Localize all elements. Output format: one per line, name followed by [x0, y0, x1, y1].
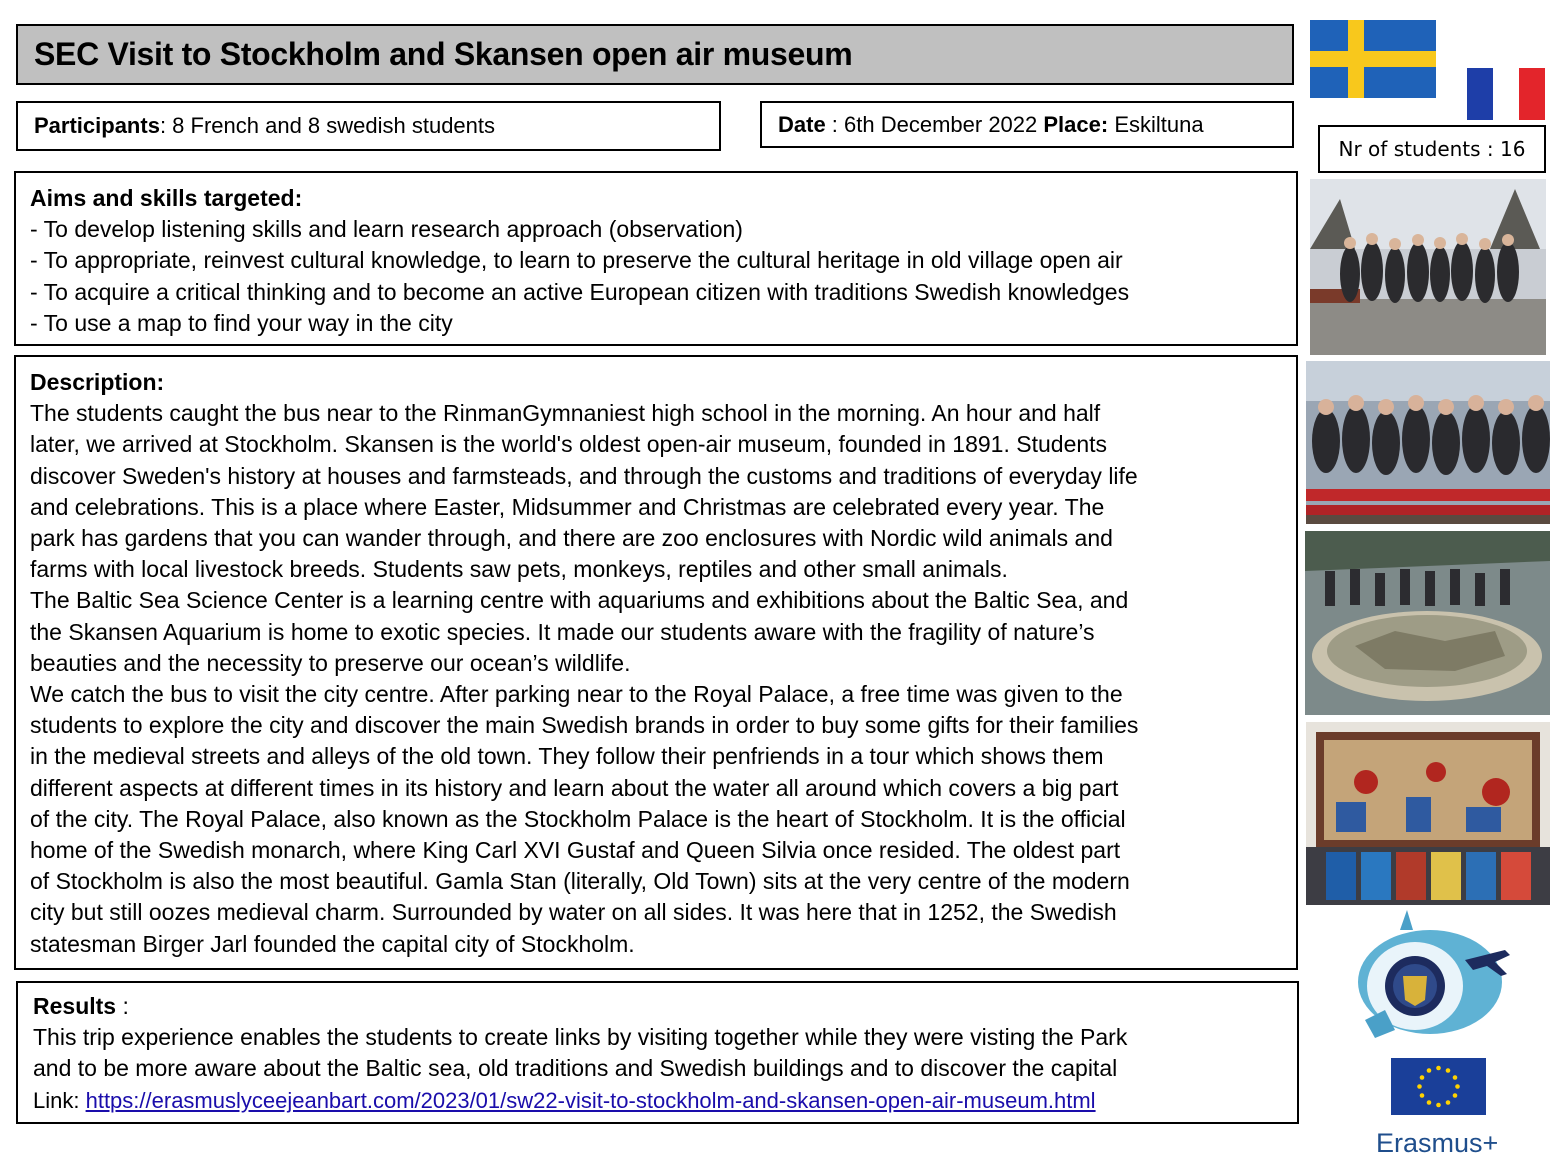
description-heading: Description:	[30, 369, 165, 395]
description-text	[30, 367, 1138, 960]
results-box	[16, 981, 1299, 1124]
description-line: We catch the bus to visit the city centre. After parking near to the Royal Palace, a free time was given to the	[30, 681, 1123, 708]
france-flag-blue	[1467, 68, 1493, 120]
results-link-label: Link:	[33, 1087, 86, 1113]
description-line: different aspects at different times in its history and learn about the water all around which covers a big part	[30, 774, 1119, 801]
participants-label: Participants	[34, 113, 160, 138]
france-flag-icon	[1467, 68, 1545, 120]
description-line: the Skansen Aquarium is home to exotic species. It made our students aware with the fragility of nature’s	[30, 618, 1095, 645]
description-line: of the city. The Royal Palace, also known as the Stockholm Palace is the heart of Stockholm. It is the official	[30, 805, 1126, 832]
project-logo-icon	[1345, 910, 1515, 1045]
aims-item: - To appropriate, reinvest cultural knowledge, to learn to preserve the cultural heritage in old village open air	[30, 247, 1123, 274]
title-box	[16, 24, 1294, 85]
sweden-flag-cross-vertical	[1348, 20, 1364, 98]
description-line: home of the Swedish monarch, where King Carl XVI Gustaf and Queen Silvia once resided. The oldest part	[30, 837, 1121, 864]
results-line: This trip experience enables the students to create links by visiting together while they were visting the Park	[33, 1024, 1128, 1051]
students-count-box	[1318, 125, 1546, 173]
place-value: Eskiltuna	[1108, 112, 1204, 137]
aims-item: - To acquire a critical thinking and to become an active European citizen with traditions Swedish knowledges	[30, 278, 1130, 305]
erasmus-plus-label: Erasmus+	[1376, 1128, 1499, 1158]
participants-box	[16, 101, 721, 151]
eu-flag-icon	[1391, 1058, 1486, 1115]
description-line: The Baltic Sea Science Center is a learning centre with aquariums and exhibitions about the Baltic Sea, and	[30, 587, 1129, 614]
photo-shop-window	[1306, 722, 1550, 905]
description-line: in the medieval streets and alleys of the old town. They follow their penfriends in a tour which shows them	[30, 743, 1104, 770]
description-box	[14, 355, 1298, 970]
aims-heading: Aims and skills targeted:	[30, 185, 303, 211]
aims-text	[30, 183, 1129, 339]
description-line: of Stockholm is also the most beautiful. Gamla Stan (literally, Old Town) sits at the very centre of the modern	[30, 868, 1130, 895]
group-photo-bench	[1306, 361, 1550, 524]
date-label: Date	[778, 112, 826, 137]
description-line: farms with local livestock breeds. Students saw pets, monkeys, reptiles and other small animals.	[30, 556, 1008, 583]
participants-value: : 8 French and 8 swedish students	[159, 113, 496, 138]
results-heading-line	[33, 991, 1127, 1022]
participants-line	[34, 113, 495, 139]
description-line: city but still oozes medieval charm. Surrounded by water on all sides. It was here that in 1252, the Swedish	[30, 899, 1117, 926]
students-count: Nr of students : 16	[1338, 137, 1526, 161]
sweden-flag-icon	[1310, 20, 1436, 98]
results-suffix: :	[116, 993, 129, 1019]
description-line: statesman Birger Jarl founded the capital city of Stockholm.	[30, 930, 635, 957]
description-line: students to explore the city and discover the main Swedish brands in order to buy some gifts for their families	[30, 712, 1139, 739]
date-place-line	[778, 112, 1204, 138]
sweden-flag-cross-horizontal	[1310, 51, 1436, 67]
france-flag-white	[1493, 68, 1519, 120]
results-link-line	[33, 1085, 1127, 1116]
page-title: SEC Visit to Stockholm and Skansen open air museum	[34, 36, 853, 72]
aims-box	[14, 171, 1298, 346]
place-label: Place:	[1043, 112, 1109, 137]
description-line: discover Sweden's history at houses and farmsteads, and through the customs and traditions of everyday life	[30, 462, 1138, 489]
photo-map-model	[1305, 531, 1550, 715]
group-photo-park	[1310, 179, 1546, 355]
description-line: later, we arrived at Stockholm. Skansen is the world's oldest open-air museum, founded in 1891. Students	[30, 431, 1108, 458]
aims-item: - To use a map to find your way in the city	[30, 309, 453, 336]
results-text	[33, 991, 1127, 1116]
date-value: : 6th December 2022	[825, 112, 1044, 137]
description-line: The students caught the bus near to the RinmanGymnaniest high school in the morning. An hour and half	[30, 400, 1101, 427]
aims-item: - To develop listening skills and learn research approach (observation)	[30, 216, 743, 243]
results-link[interactable]: https://erasmuslyceejeanbart.com/2023/01/sw22-visit-to-stockholm-and-skansen-open-air-museum.html	[85, 1087, 1096, 1113]
description-line: beauties and the necessity to preserve our ocean’s wildlife.	[30, 649, 631, 676]
france-flag-red	[1519, 68, 1545, 120]
description-line: park has gardens that you can wander through, and there are zoo enclosures with Nordic wild animals and	[30, 525, 1113, 552]
results-line: and to be more aware about the Baltic sea, old traditions and Swedish buildings and to discover the capital	[33, 1055, 1118, 1082]
results-label: Results	[33, 993, 117, 1019]
description-line: and celebrations. This is a place where Easter, Midsummer and Christmas are celebrated every year. The	[30, 493, 1105, 520]
date-place-box	[760, 101, 1294, 148]
